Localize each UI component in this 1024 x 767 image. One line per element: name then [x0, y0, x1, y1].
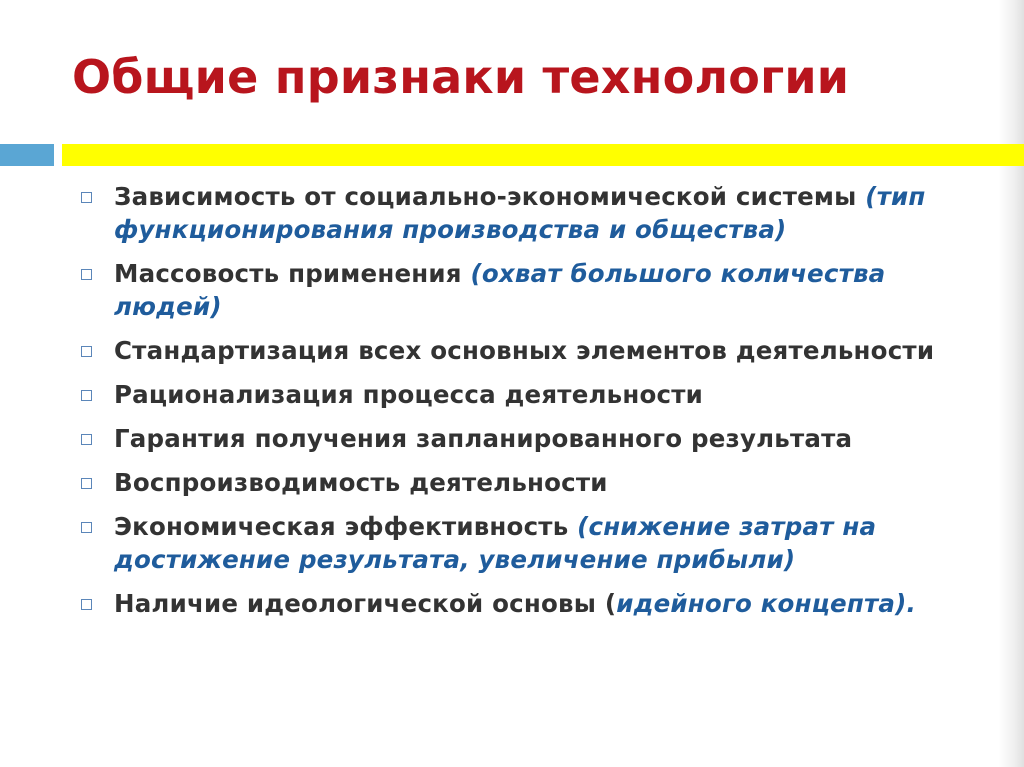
item-note: (снижение затрат на достижение результата, увеличение прибыли) — [114, 512, 877, 574]
hollow-square-bullet-icon — [81, 478, 92, 489]
hollow-square-bullet-icon — [81, 192, 92, 203]
hollow-square-bullet-icon — [81, 434, 92, 445]
list-item — [72, 180, 982, 246]
hollow-square-bullet-icon — [81, 346, 92, 357]
list-item — [72, 257, 982, 323]
features-list — [72, 180, 982, 631]
item-text: Стандартизация всех основных элементов деятельности — [114, 336, 935, 365]
hollow-square-bullet-icon — [81, 599, 92, 610]
item-text: Наличие идеологической основы ( — [114, 589, 617, 618]
item-note: идейного концепта). — [616, 589, 917, 618]
slide-title: Общие признаки технологии — [72, 50, 850, 104]
item-text: Гарантия получения запланированного результата — [114, 424, 853, 453]
hollow-square-bullet-icon — [81, 390, 92, 401]
item-text: Рационализация процесса деятельности — [114, 380, 703, 409]
accent-bar-blue — [0, 144, 54, 166]
list-item — [72, 422, 982, 455]
hollow-square-bullet-icon — [81, 522, 92, 533]
item-note: (охват большого количества людей) — [114, 259, 886, 321]
list-item — [72, 510, 982, 576]
item-text: Экономическая эффективность — [114, 512, 569, 541]
list-item — [72, 466, 982, 499]
item-text: Воспроизводимость деятельности — [114, 468, 608, 497]
list-item — [72, 378, 982, 411]
list-item — [72, 334, 982, 367]
list-item — [72, 587, 982, 620]
right-edge-shadow — [998, 0, 1024, 767]
item-text: Зависимость от социально-экономической системы — [114, 182, 857, 211]
hollow-square-bullet-icon — [81, 269, 92, 280]
item-note: (тип функционирования производства и общества) — [114, 182, 926, 244]
accent-bar-yellow — [62, 144, 1024, 166]
item-text: Массовость применения — [114, 259, 462, 288]
